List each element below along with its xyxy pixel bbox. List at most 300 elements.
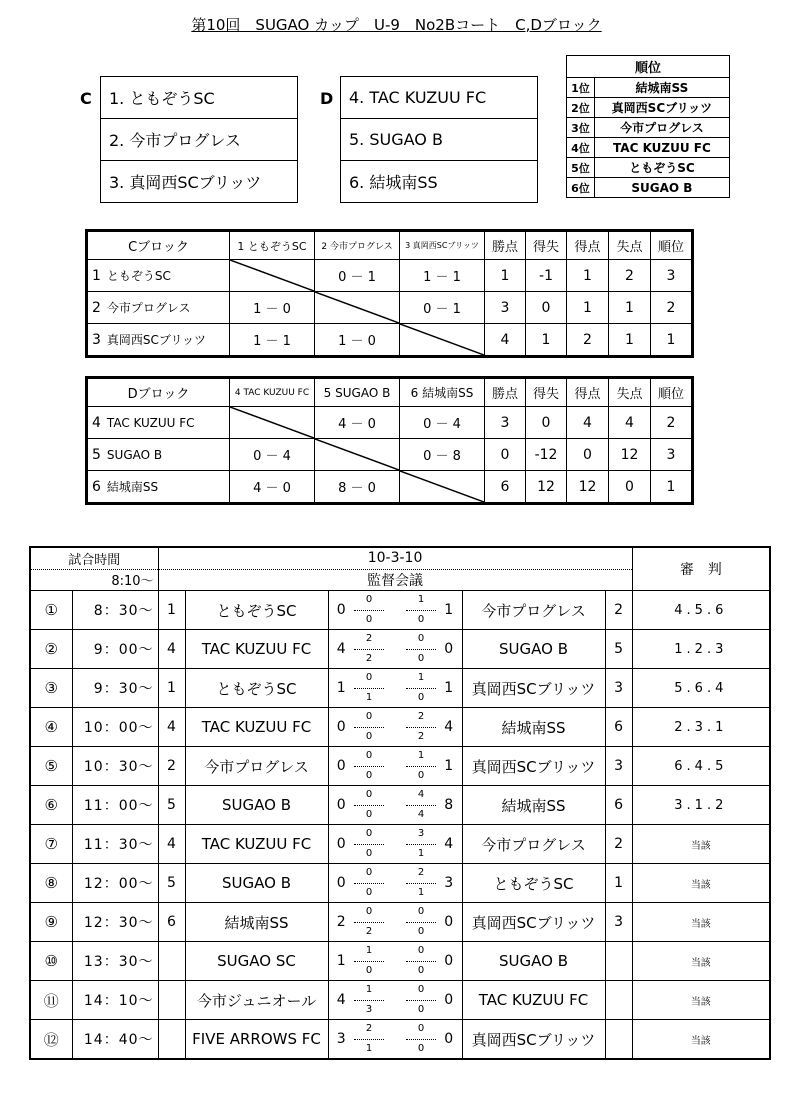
referees: 当該 <box>632 903 770 942</box>
result: 1 － 1 <box>230 324 315 357</box>
page-title: 第10回 SUGAO カップ U-9 No2Bコート C,Dブロック <box>191 16 602 34</box>
left-second-half: 0 <box>365 964 373 976</box>
group-c-team: 1. ともぞうSC <box>101 77 298 119</box>
left-half-scores <box>354 591 384 630</box>
left-half-scores <box>354 864 384 903</box>
right-first-half: 2 <box>406 864 436 884</box>
points: 1 <box>485 260 526 292</box>
rank-pos: 6位 <box>567 178 595 198</box>
left-team-no: 6 <box>158 903 185 942</box>
right-team-no: 2 <box>605 825 632 864</box>
left-team: FIVE ARROWS FC <box>185 1020 328 1060</box>
rank: 1 <box>651 324 693 357</box>
right-second-half: 2 <box>417 730 425 742</box>
goals-for: 1 <box>567 260 609 292</box>
left-team: 結城南SS <box>185 903 328 942</box>
score-separator <box>384 747 406 786</box>
left-second-half: 2 <box>365 652 373 664</box>
match-row <box>30 864 770 903</box>
rank: 2 <box>651 292 693 324</box>
rank-team: TAC KUZUU FC <box>594 138 729 158</box>
right-team: 今市プログレス <box>462 825 605 864</box>
goals-for: 12 <box>567 471 609 504</box>
left-second-half: 1 <box>365 1042 373 1054</box>
rank-team: 結城南SS <box>594 78 729 98</box>
left-first-half: 2 <box>354 1020 384 1040</box>
match-no: ② <box>30 630 72 669</box>
referees: 3.1.2 <box>632 786 770 825</box>
d-col-team: SUGAO B <box>335 385 391 400</box>
result: 8 － 0 <box>315 471 400 504</box>
result: 0 － 8 <box>400 439 485 471</box>
match-row <box>30 981 770 1020</box>
row-team: 結城南SS <box>106 480 159 494</box>
result: 0 － 1 <box>315 260 400 292</box>
right-first-half: 0 <box>406 942 436 962</box>
group-d-team: 5. SUGAO B <box>341 119 538 161</box>
right-team: ともぞうSC <box>462 864 605 903</box>
c-col-team: ともぞうSC <box>247 239 307 253</box>
right-team: 真岡西SCブリッツ <box>462 747 605 786</box>
group-d-box <box>340 76 538 203</box>
goals-for: 2 <box>567 324 609 357</box>
left-second-half: 0 <box>365 808 373 820</box>
right-first-half: 1 <box>406 669 436 689</box>
left-score: 0 <box>328 786 354 825</box>
match-time: 11：30～ <box>72 825 158 864</box>
left-team-no: 5 <box>158 864 185 903</box>
row-no: 1 <box>92 268 101 284</box>
right-second-half: 1 <box>417 847 425 859</box>
right-score: 0 <box>436 903 462 942</box>
left-team-no: 5 <box>158 786 185 825</box>
self-cell <box>400 471 485 504</box>
time-header-label: 試合時間 <box>31 548 158 570</box>
match-time: 10：30～ <box>72 747 158 786</box>
left-half-scores <box>354 747 384 786</box>
match-schedule <box>29 546 771 1060</box>
left-second-half: 0 <box>365 886 373 898</box>
left-team: SUGAO B <box>185 786 328 825</box>
right-half-scores <box>406 630 436 669</box>
goals-for: 4 <box>567 407 609 439</box>
group-c-team: 3. 真岡西SCブリッツ <box>101 161 298 203</box>
result: 4 － 0 <box>230 471 315 504</box>
group-c-label: C <box>80 89 92 108</box>
match-time: 12：30～ <box>72 903 158 942</box>
points: 0 <box>485 439 526 471</box>
right-team: 結城南SS <box>462 708 605 747</box>
diff: 1 <box>526 324 567 357</box>
right-score: 8 <box>436 786 462 825</box>
match-row <box>30 1020 770 1060</box>
left-score: 1 <box>328 942 354 981</box>
right-team: TAC KUZUU FC <box>462 981 605 1020</box>
col-diff: 得失 <box>526 378 567 407</box>
right-second-half: 0 <box>417 1042 425 1054</box>
goals-against: 4 <box>609 407 651 439</box>
self-cell <box>315 292 400 324</box>
match-time: 13：30～ <box>72 942 158 981</box>
right-second-half: 4 <box>417 808 425 820</box>
right-score: 0 <box>436 981 462 1020</box>
result: 0 － 4 <box>400 407 485 439</box>
left-half-scores <box>354 786 384 825</box>
match-no: ① <box>30 591 72 630</box>
meeting-time: 8:10～ <box>111 574 154 590</box>
c-row <box>87 324 693 357</box>
referees: 5.6.4 <box>632 669 770 708</box>
col-rank: 順位 <box>651 231 693 260</box>
score-separator <box>384 903 406 942</box>
match-no: ⑫ <box>30 1020 72 1060</box>
result: 0 － 4 <box>230 439 315 471</box>
match-row <box>30 708 770 747</box>
right-team: 真岡西SCブリッツ <box>462 903 605 942</box>
goals-against: 1 <box>609 324 651 357</box>
match-no: ⑦ <box>30 825 72 864</box>
right-score: 0 <box>436 1020 462 1060</box>
match-no: ⑩ <box>30 942 72 981</box>
left-half-scores <box>354 903 384 942</box>
col-points: 勝点 <box>485 378 526 407</box>
d-row <box>87 439 693 471</box>
left-second-half: 0 <box>365 769 373 781</box>
left-team: ともぞうSC <box>185 669 328 708</box>
left-score: 0 <box>328 864 354 903</box>
right-half-scores <box>406 669 436 708</box>
left-first-half: 0 <box>354 903 384 923</box>
right-team-no: 3 <box>605 747 632 786</box>
diff: -12 <box>526 439 567 471</box>
row-no: 5 <box>92 446 101 463</box>
right-first-half: 0 <box>406 1020 436 1040</box>
match-no: ⑨ <box>30 903 72 942</box>
right-team-no: 3 <box>605 669 632 708</box>
referees: 当該 <box>632 981 770 1020</box>
right-second-half: 0 <box>417 691 425 703</box>
group-c-team: 2. 今市プログレス <box>101 119 298 161</box>
left-score: 0 <box>328 825 354 864</box>
row-team: TAC KUZUU FC <box>106 415 195 430</box>
left-second-half: 1 <box>365 691 373 703</box>
self-cell <box>230 260 315 292</box>
goals-against: 2 <box>609 260 651 292</box>
match-time: 14：10～ <box>72 981 158 1020</box>
goals-against: 1 <box>609 292 651 324</box>
left-half-scores <box>354 981 384 1020</box>
right-first-half: 3 <box>406 825 436 845</box>
col-goals-for: 得点 <box>567 231 609 260</box>
d-block-standings <box>85 376 694 505</box>
self-cell <box>230 407 315 439</box>
referees: 4.5.6 <box>632 591 770 630</box>
col-points: 勝点 <box>485 231 526 260</box>
goals-for: 1 <box>567 292 609 324</box>
rank-pos: 5位 <box>567 158 595 178</box>
right-half-scores <box>406 981 436 1020</box>
left-team: TAC KUZUU FC <box>185 630 328 669</box>
left-score: 4 <box>328 630 354 669</box>
score-separator <box>384 825 406 864</box>
goals-against: 0 <box>609 471 651 504</box>
referees: 6.4.5 <box>632 747 770 786</box>
col-goals-for: 得点 <box>567 378 609 407</box>
rank-team: 今市プログレス <box>594 118 729 138</box>
left-first-half: 0 <box>354 825 384 845</box>
row-team: 真岡西SCブリッツ <box>106 333 206 347</box>
c-col-team: 真岡西SCブリッツ <box>412 241 479 250</box>
group-d-team: 6. 結城南SS <box>341 161 538 203</box>
right-score: 1 <box>436 669 462 708</box>
points: 3 <box>485 407 526 439</box>
left-first-half: 0 <box>354 669 384 689</box>
match-time: 12：00～ <box>72 864 158 903</box>
row-team: SUGAO B <box>106 447 163 462</box>
left-team-no: 1 <box>158 669 185 708</box>
self-cell <box>315 439 400 471</box>
left-team-no: 2 <box>158 747 185 786</box>
left-half-scores <box>354 1020 384 1060</box>
right-half-scores <box>406 591 436 630</box>
referees: 当該 <box>632 1020 770 1060</box>
right-half-scores <box>406 864 436 903</box>
c-block-standings <box>85 229 694 358</box>
d-col-team: 結城南SS <box>422 386 474 400</box>
left-team: SUGAO SC <box>185 942 328 981</box>
right-team: SUGAO B <box>462 942 605 981</box>
d-col-num: 6 <box>410 386 419 400</box>
right-second-half: 0 <box>417 964 425 976</box>
left-team: 今市プログレス <box>185 747 328 786</box>
match-no: ⑪ <box>30 981 72 1020</box>
score-separator <box>384 864 406 903</box>
left-first-half: 0 <box>354 786 384 806</box>
match-no: ⑥ <box>30 786 72 825</box>
match-time: 8：30～ <box>72 591 158 630</box>
right-second-half: 0 <box>417 769 425 781</box>
right-score: 3 <box>436 864 462 903</box>
left-score: 0 <box>328 591 354 630</box>
group-c-box <box>100 76 298 203</box>
left-score: 0 <box>328 747 354 786</box>
left-team: 今市ジュニオール <box>185 981 328 1020</box>
ranking-header: 順位 <box>567 56 730 78</box>
right-first-half: 0 <box>406 981 436 1001</box>
left-team-no: 4 <box>158 630 185 669</box>
right-team-no <box>605 981 632 1020</box>
right-half-scores <box>406 747 436 786</box>
score-separator <box>384 708 406 747</box>
score-separator <box>384 630 406 669</box>
left-second-half: 0 <box>365 613 373 625</box>
group-d-label: D <box>320 89 334 108</box>
row-team: 今市プログレス <box>106 301 191 315</box>
rank: 3 <box>651 260 693 292</box>
left-half-scores <box>354 669 384 708</box>
left-first-half: 2 <box>354 630 384 650</box>
goals-for: 0 <box>567 439 609 471</box>
right-first-half: 1 <box>406 747 436 767</box>
left-half-scores <box>354 942 384 981</box>
right-team: SUGAO B <box>462 630 605 669</box>
rank-pos: 4位 <box>567 138 595 158</box>
score-separator <box>384 981 406 1020</box>
right-second-half: 0 <box>417 613 425 625</box>
row-no: 3 <box>92 332 101 348</box>
rank: 3 <box>651 439 693 471</box>
row-no: 2 <box>92 300 101 316</box>
left-half-scores <box>354 708 384 747</box>
rank: 2 <box>651 407 693 439</box>
right-first-half: 1 <box>406 591 436 611</box>
right-team-no: 6 <box>605 786 632 825</box>
right-team-no: 5 <box>605 630 632 669</box>
d-col-num: 5 <box>323 385 332 400</box>
right-second-half: 0 <box>417 925 425 937</box>
match-row <box>30 942 770 981</box>
match-time: 9：30～ <box>72 669 158 708</box>
match-no: ④ <box>30 708 72 747</box>
match-row <box>30 825 770 864</box>
right-score: 1 <box>436 747 462 786</box>
right-second-half: 1 <box>417 886 425 898</box>
left-team-no <box>158 981 185 1020</box>
left-team-no <box>158 942 185 981</box>
referees: 当該 <box>632 942 770 981</box>
match-row <box>30 591 770 630</box>
c-col-num: 3 <box>405 241 411 250</box>
match-row <box>30 903 770 942</box>
left-score: 4 <box>328 981 354 1020</box>
left-team: TAC KUZUU FC <box>185 708 328 747</box>
c-block-header: Cブロック <box>87 231 230 260</box>
right-score: 0 <box>436 630 462 669</box>
col-rank: 順位 <box>651 378 693 407</box>
goals-against: 12 <box>609 439 651 471</box>
group-d-team: 4. TAC KUZUU FC <box>341 77 538 119</box>
c-col-team: 今市プログレス <box>329 242 393 252</box>
left-score: 2 <box>328 903 354 942</box>
match-row <box>30 786 770 825</box>
row-team: ともぞうSC <box>106 269 171 283</box>
right-first-half: 4 <box>406 786 436 806</box>
left-score: 1 <box>328 669 354 708</box>
left-team: TAC KUZUU FC <box>185 825 328 864</box>
d-col-num: 4 <box>234 387 241 398</box>
left-team: SUGAO B <box>185 864 328 903</box>
score-separator <box>384 786 406 825</box>
match-time: 9：00～ <box>72 630 158 669</box>
diff: -1 <box>526 260 567 292</box>
event-date: 10-3-10 <box>159 548 632 570</box>
result: 1 － 0 <box>315 324 400 357</box>
right-score: 1 <box>436 591 462 630</box>
right-half-scores <box>406 825 436 864</box>
left-score: 3 <box>328 1020 354 1060</box>
right-half-scores <box>406 708 436 747</box>
left-first-half: 1 <box>354 942 384 962</box>
match-time: 14：40～ <box>72 1020 158 1060</box>
right-second-half: 0 <box>417 1003 425 1015</box>
rank-pos: 3位 <box>567 118 595 138</box>
points: 6 <box>485 471 526 504</box>
rank-team: SUGAO B <box>594 178 729 198</box>
left-half-scores <box>354 630 384 669</box>
left-team: ともぞうSC <box>185 591 328 630</box>
right-second-half: 0 <box>417 652 425 664</box>
col-goals-against: 失点 <box>609 378 651 407</box>
left-second-half: 2 <box>365 925 373 937</box>
right-team: 真岡西SCブリッツ <box>462 1020 605 1060</box>
left-second-half: 3 <box>365 1003 373 1015</box>
d-row <box>87 407 693 439</box>
match-no: ⑧ <box>30 864 72 903</box>
right-half-scores <box>406 942 436 981</box>
match-time: 11：00～ <box>72 786 158 825</box>
rank-team: ともぞうSC <box>594 158 729 178</box>
left-first-half: 0 <box>354 864 384 884</box>
left-second-half: 0 <box>365 847 373 859</box>
right-half-scores <box>406 1020 436 1060</box>
left-first-half: 0 <box>354 708 384 728</box>
match-no: ⑤ <box>30 747 72 786</box>
left-second-half: 0 <box>365 730 373 742</box>
match-row <box>30 669 770 708</box>
right-score: 0 <box>436 942 462 981</box>
c-col-num: 1 <box>237 239 245 253</box>
final-ranking-table <box>566 55 730 198</box>
referees: 2.3.1 <box>632 708 770 747</box>
left-team-no <box>158 1020 185 1060</box>
match-row <box>30 630 770 669</box>
left-first-half: 0 <box>354 747 384 767</box>
diff: 0 <box>526 407 567 439</box>
c-col-num: 2 <box>321 242 328 252</box>
left-half-scores <box>354 825 384 864</box>
right-team: 結城南SS <box>462 786 605 825</box>
left-first-half: 0 <box>354 591 384 611</box>
left-first-half: 1 <box>354 981 384 1001</box>
row-no: 6 <box>92 479 101 495</box>
right-first-half: 2 <box>406 708 436 728</box>
c-row <box>87 292 693 324</box>
right-team-no: 6 <box>605 708 632 747</box>
d-row <box>87 471 693 504</box>
match-no: ③ <box>30 669 72 708</box>
diff: 0 <box>526 292 567 324</box>
score-separator <box>384 669 406 708</box>
right-half-scores <box>406 903 436 942</box>
left-team-no: 4 <box>158 825 185 864</box>
rank-pos: 1位 <box>567 78 595 98</box>
left-team-no: 1 <box>158 591 185 630</box>
referees: 当該 <box>632 864 770 903</box>
d-col-team: TAC KUZUU FC <box>243 387 310 398</box>
right-team-no: 3 <box>605 903 632 942</box>
col-goals-against: 失点 <box>609 231 651 260</box>
result: 1 － 0 <box>230 292 315 324</box>
referee-header: 審 判 <box>632 547 770 591</box>
right-score: 4 <box>436 825 462 864</box>
result: 4 － 0 <box>315 407 400 439</box>
right-team-no: 1 <box>605 864 632 903</box>
referees: 1.2.3 <box>632 630 770 669</box>
row-no: 4 <box>92 414 101 431</box>
rank-team: 真岡西SCブリッツ <box>594 98 729 118</box>
result: 0 － 1 <box>400 292 485 324</box>
right-team: 真岡西SCブリッツ <box>462 669 605 708</box>
